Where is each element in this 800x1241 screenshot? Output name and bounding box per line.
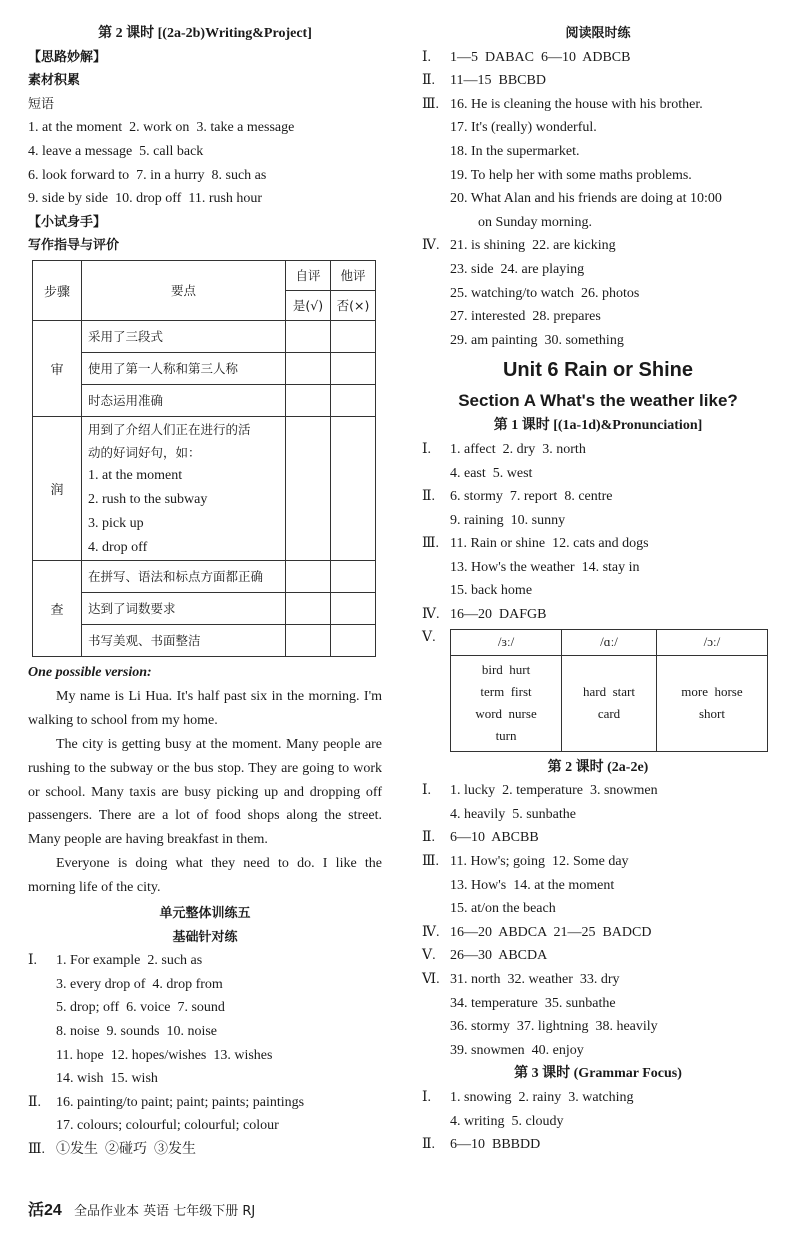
- step-cell: 审: [33, 320, 82, 416]
- right-column: [422, 22, 774, 1157]
- version-label: One possible version:: [28, 664, 152, 680]
- reading-title: 阅读限时练: [565, 26, 631, 41]
- answer-row: [422, 329, 774, 353]
- header-self: 自评: [286, 260, 331, 290]
- answer-text: 1. For example 2. such as: [56, 953, 203, 969]
- evaluation-table: [32, 260, 376, 657]
- header-no: 否(×): [331, 290, 376, 320]
- phon-col-2: [562, 655, 657, 751]
- answer-text: 39. snowmen 40. enjoy: [450, 1042, 584, 1058]
- answer-num: Ⅰ.: [422, 49, 432, 65]
- phonetics-num: Ⅴ.: [422, 629, 436, 645]
- answer-text: 21. is shining 22. are kicking: [450, 238, 616, 254]
- answer-text: 11. How's; going 12. Some day: [450, 854, 629, 870]
- answer-num: [422, 305, 450, 329]
- answer-num: [422, 329, 450, 353]
- answer-num: [422, 874, 450, 898]
- essay-paragraph-3: Everyone is doing what they need to do. I like the morning life of the city.: [28, 856, 382, 896]
- answer-text: 20. What Alan and his friends are doing at 10:00: [450, 191, 722, 207]
- book-title: 全品作业本 英语 七年级下册 RJ: [73, 1204, 256, 1219]
- unit-training-title: 单元整体训练五: [159, 906, 251, 922]
- point-cell: 用到了介绍人们正在进行的活: [82, 416, 286, 440]
- answer-text: 11—15 BBCBD: [450, 73, 546, 89]
- answer-text: 19. To help her with some maths problems.: [450, 167, 692, 183]
- answer-text: 31. north 32. weather 33. dry: [450, 972, 620, 987]
- answer-text: 6—10 ABCBB: [450, 830, 539, 846]
- answer-text: 1. affect 2. dry 3. north: [450, 441, 586, 457]
- answer-num: [422, 211, 450, 235]
- phonetics-table: [450, 629, 768, 752]
- answer-text: 17. It's (really) wonderful.: [450, 120, 597, 136]
- answer-text: 14. wish 15. wish: [56, 1071, 158, 1087]
- duanyu-heading: 短语: [28, 96, 55, 112]
- answer-num: [422, 1039, 450, 1063]
- peer-check-cell[interactable]: [331, 624, 376, 656]
- answer-num: [422, 116, 450, 140]
- answer-row: [422, 968, 774, 992]
- answer-row: [422, 93, 774, 117]
- answer-num: Ⅳ.: [422, 924, 440, 940]
- answer-num: Ⅲ.: [422, 854, 440, 870]
- footer: [28, 1197, 255, 1220]
- answer-row: [422, 1133, 774, 1157]
- answer-num: [422, 803, 450, 827]
- unit-title: Unit 6 Rain or Shine: [502, 359, 694, 382]
- answer-text: ①发生 ②碰巧 ③发生: [56, 1142, 196, 1158]
- answer-row: [422, 305, 774, 329]
- point-cell: 1. at the moment: [82, 464, 286, 488]
- answer-text: 8. noise 9. sounds 10. noise: [56, 1024, 217, 1040]
- peer-check-cell[interactable]: [331, 320, 376, 352]
- answer-row: [422, 462, 774, 486]
- section-a-title: Section A What's the weather like?: [458, 391, 738, 411]
- answer-text: 18. In the supermarket.: [450, 143, 580, 159]
- answer-num: Ⅳ.: [422, 607, 440, 623]
- essay-paragraph-1: My name is Li Hua. It's half past six in the morning. I'm walking to school from my home.: [28, 688, 382, 728]
- answer-row: [422, 282, 774, 306]
- answer-text: 11. Rain or shine 12. cats and dogs: [450, 536, 649, 552]
- answer-num: Ⅲ.: [28, 1142, 46, 1158]
- phrase-line: 9. side by side 10. drop off 11. rush hour: [28, 191, 263, 207]
- answer-num: Ⅱ.: [422, 1137, 436, 1153]
- answer-row: [422, 826, 774, 850]
- answer-text: 16. He is cleaning the house with his brother.: [450, 96, 703, 112]
- answer-row: [28, 996, 382, 1020]
- answer-text: 13. How's 14. at the moment: [450, 877, 615, 893]
- point-cell: 书写美观、书面整洁: [82, 624, 286, 656]
- peer-check-cell[interactable]: [331, 416, 376, 560]
- answer-text: 17. colours; colourful; colourful; colour: [56, 1118, 279, 1134]
- answer-num: [422, 556, 450, 580]
- answer-text: 9. raining 10. sunny: [450, 512, 566, 528]
- answer-num: Ⅱ.: [422, 73, 436, 89]
- answer-text: 36. stormy 37. lightning 38. heavily: [450, 1019, 658, 1035]
- answer-text: 23. side 24. are playing: [450, 261, 585, 277]
- peer-check-cell[interactable]: [331, 592, 376, 624]
- answer-row: [422, 1110, 774, 1134]
- answer-row: [422, 603, 774, 627]
- point-cell: 2. rush to the subway: [82, 488, 286, 512]
- answer-row: [28, 973, 382, 997]
- answer-text: 15. at/on the beach: [450, 901, 556, 917]
- answer-num: Ⅰ.: [422, 783, 432, 799]
- phon-col-3: [656, 655, 767, 751]
- answer-num: Ⅵ.: [422, 972, 440, 987]
- answer-text: 1. lucky 2. temperature 3. snowmen: [450, 783, 658, 799]
- answer-num: [28, 1114, 56, 1138]
- answer-row: [422, 850, 774, 874]
- answer-row: [422, 1015, 774, 1039]
- answer-text: 16—20 DAFGB: [450, 607, 547, 623]
- sucai-heading: 素材积累: [28, 73, 81, 89]
- answer-num: [28, 1020, 56, 1044]
- phon-word-line: card: [597, 706, 621, 722]
- answer-num: Ⅲ.: [422, 96, 440, 112]
- answer-num: [28, 1044, 56, 1068]
- reading-answers: [422, 46, 774, 353]
- section-siluo: 【思路妙解】: [28, 49, 107, 65]
- answer-text: 11. hope 12. hopes/wishes 13. wishes: [56, 1047, 273, 1063]
- point-cell: 采用了三段式: [82, 320, 286, 352]
- answer-num: [422, 579, 450, 603]
- phon-col-1: [451, 655, 562, 751]
- phrase-line: 6. look forward to 7. in a hurry 8. such as: [28, 167, 267, 183]
- header-peer: 他评: [331, 260, 376, 290]
- answer-row: [422, 779, 774, 803]
- phon-word-line: term first: [480, 684, 532, 700]
- answer-row: [422, 258, 774, 282]
- answer-row: [422, 164, 774, 188]
- self-check-cell[interactable]: [286, 560, 331, 592]
- self-check-cell[interactable]: [286, 384, 331, 416]
- answer-text: 15. back home: [450, 583, 533, 599]
- answer-text: 27. interested 28. prepares: [450, 309, 601, 325]
- answer-text: 4. writing 5. cloudy: [450, 1113, 564, 1129]
- answer-num: [422, 187, 450, 211]
- answer-text: 6—10 BBBDD: [450, 1137, 541, 1153]
- answer-text: 16—20 ABDCA 21—25 BADCD: [450, 924, 652, 940]
- point-cell: 在拼写、语法和标点方面都正确: [82, 560, 286, 592]
- header-yes: 是(√): [286, 290, 331, 320]
- answer-num: [28, 1067, 56, 1091]
- phon-word-line: more horse: [681, 684, 743, 700]
- answer-row: [422, 1039, 774, 1063]
- answer-num: Ⅱ.: [422, 830, 436, 846]
- answer-row: [422, 944, 774, 968]
- answer-num: Ⅰ.: [422, 1089, 432, 1105]
- page-number: 活24: [28, 1202, 62, 1219]
- answer-text: 16. painting/to paint; paint; paints; paintings: [56, 1094, 305, 1110]
- answer-text: 29. am painting 30. something: [450, 332, 624, 348]
- section-xiaoshi: 【小试身手】: [28, 214, 107, 230]
- essay-paragraph-2: The city is getting busy at the moment. Many people are rushing to the subway or the bus stop. They are going to work or school. Many taxis are busy picking up and dropping off passengers. There are a lot of food shops along the street. Many people are having breakfast in them.: [28, 736, 382, 848]
- answer-num: [422, 140, 450, 164]
- point-cell: 时态运用准确: [82, 384, 286, 416]
- answer-row: [422, 116, 774, 140]
- answer-row: [422, 211, 774, 235]
- answer-num: Ⅱ.: [28, 1094, 42, 1110]
- self-check-cell[interactable]: [286, 352, 331, 384]
- phon-word-line: hard start: [583, 684, 635, 700]
- answer-text: 6. stormy 7. report 8. centre: [450, 489, 613, 505]
- phrase-list: [28, 116, 382, 210]
- lesson2-title: 第 2 课时 (2a-2e): [547, 759, 649, 775]
- answer-text: 26—30 ABCDA: [450, 948, 548, 964]
- answer-row: [422, 579, 774, 603]
- answer-text: 1. snowing 2. rainy 3. watching: [450, 1089, 634, 1105]
- header-step: 步骤: [33, 260, 82, 320]
- answer-row: [422, 532, 774, 556]
- answer-num: Ⅳ.: [422, 238, 440, 254]
- point-cell: 4. drop off: [82, 536, 286, 560]
- answer-row: [422, 438, 774, 462]
- answer-row: [422, 556, 774, 580]
- answer-text: 34. temperature 35. sunbathe: [450, 995, 616, 1011]
- answer-num: Ⅰ.: [28, 953, 38, 969]
- phrase-line: 4. leave a message 5. call back: [28, 143, 204, 159]
- answer-text: 4. east 5. west: [450, 465, 533, 481]
- answer-num: [422, 509, 450, 533]
- answer-row: [28, 949, 382, 973]
- phon-header-2: /ɑː/: [562, 629, 657, 655]
- answer-num: Ⅰ.: [422, 441, 432, 457]
- answer-row: [28, 1114, 382, 1138]
- phonetics-block: [422, 629, 774, 752]
- answer-num: Ⅱ.: [422, 489, 436, 505]
- answer-num: [422, 1015, 450, 1039]
- answer-row: [422, 874, 774, 898]
- answer-num: [28, 973, 56, 997]
- answer-text: on Sunday morning.: [478, 214, 592, 230]
- header-points: 要点: [82, 260, 286, 320]
- answer-text: 4. heavily 5. sunbathe: [450, 806, 576, 822]
- answer-row: [422, 187, 774, 211]
- phon-word-line: bird hurt: [481, 662, 531, 678]
- lesson1-title: 第 1 课时 [(1a-1d)&Pronunciation]: [493, 418, 703, 434]
- answer-row: [28, 1091, 382, 1115]
- self-check-cell[interactable]: [286, 624, 331, 656]
- indent-spacer: [450, 211, 478, 235]
- answer-row: [28, 1067, 382, 1091]
- answer-num: [422, 462, 450, 486]
- peer-check-cell[interactable]: [331, 560, 376, 592]
- answer-num: [422, 1110, 450, 1134]
- answer-row: [422, 1086, 774, 1110]
- answer-num: [422, 897, 450, 921]
- point-cell: 3. pick up: [82, 512, 286, 536]
- answer-row: [422, 234, 774, 258]
- answer-row: [28, 1020, 382, 1044]
- step-cell: 润: [33, 416, 82, 560]
- writing-guide-heading: 写作指导与评价: [28, 238, 120, 254]
- answer-num: Ⅴ.: [422, 948, 436, 964]
- self-check-cell[interactable]: [286, 592, 331, 624]
- left-column: [28, 22, 382, 1162]
- answer-row: [422, 921, 774, 945]
- peer-check-cell[interactable]: [331, 352, 376, 384]
- answer-row: [422, 992, 774, 1016]
- step-cell: 查: [33, 560, 82, 656]
- lesson3-answers: [422, 1086, 774, 1157]
- point-cell: 动的好词好句，如：: [82, 440, 286, 464]
- phon-header-1: /ɜː/: [451, 629, 562, 655]
- answer-text: 5. drop; off 6. voice 7. sound: [56, 1000, 225, 1016]
- answer-text: 1—5 DABAC 6—10 ADBCB: [450, 49, 631, 65]
- lesson1-answers: [422, 438, 774, 627]
- answer-row: [28, 1138, 382, 1162]
- answer-row: [422, 803, 774, 827]
- answer-text: 25. watching/to watch 26. photos: [450, 285, 640, 301]
- peer-check-cell[interactable]: [331, 384, 376, 416]
- answer-num: [422, 258, 450, 282]
- answer-row: [422, 69, 774, 93]
- answer-num: [422, 992, 450, 1016]
- lesson2-answers: [422, 779, 774, 1062]
- answer-row: [28, 1044, 382, 1068]
- essay: [28, 685, 382, 900]
- phon-word-line: short: [698, 706, 725, 722]
- answer-row: [422, 140, 774, 164]
- self-check-cell[interactable]: [286, 320, 331, 352]
- point-cell: 达到了词数要求: [82, 592, 286, 624]
- lesson-title: 第 2 课时 [(2a-2b)Writing&Project]: [98, 26, 312, 41]
- answer-num: [28, 996, 56, 1020]
- left-answers: [28, 949, 382, 1161]
- point-cell: 使用了第一人称和第三人称: [82, 352, 286, 384]
- phon-word-line: turn: [495, 728, 517, 744]
- answer-text: 13. How's the weather 14. stay in: [450, 559, 640, 575]
- answer-row: [422, 46, 774, 70]
- lesson3-title: 第 3 课时 (Grammar Focus): [514, 1066, 682, 1082]
- self-check-cell[interactable]: [286, 416, 331, 560]
- phon-header-3: /ɔː/: [656, 629, 767, 655]
- answer-row: [422, 485, 774, 509]
- phon-word-line: word nurse: [475, 706, 537, 722]
- answer-num: [422, 282, 450, 306]
- answer-row: [422, 897, 774, 921]
- answer-row: [422, 509, 774, 533]
- answer-num: Ⅲ.: [422, 536, 440, 552]
- answer-num: [422, 164, 450, 188]
- answer-text: 3. every drop of 4. drop from: [56, 976, 223, 992]
- basic-training-title: 基础针对练: [172, 929, 238, 945]
- phrase-line: 1. at the moment 2. work on 3. take a message: [28, 120, 295, 136]
